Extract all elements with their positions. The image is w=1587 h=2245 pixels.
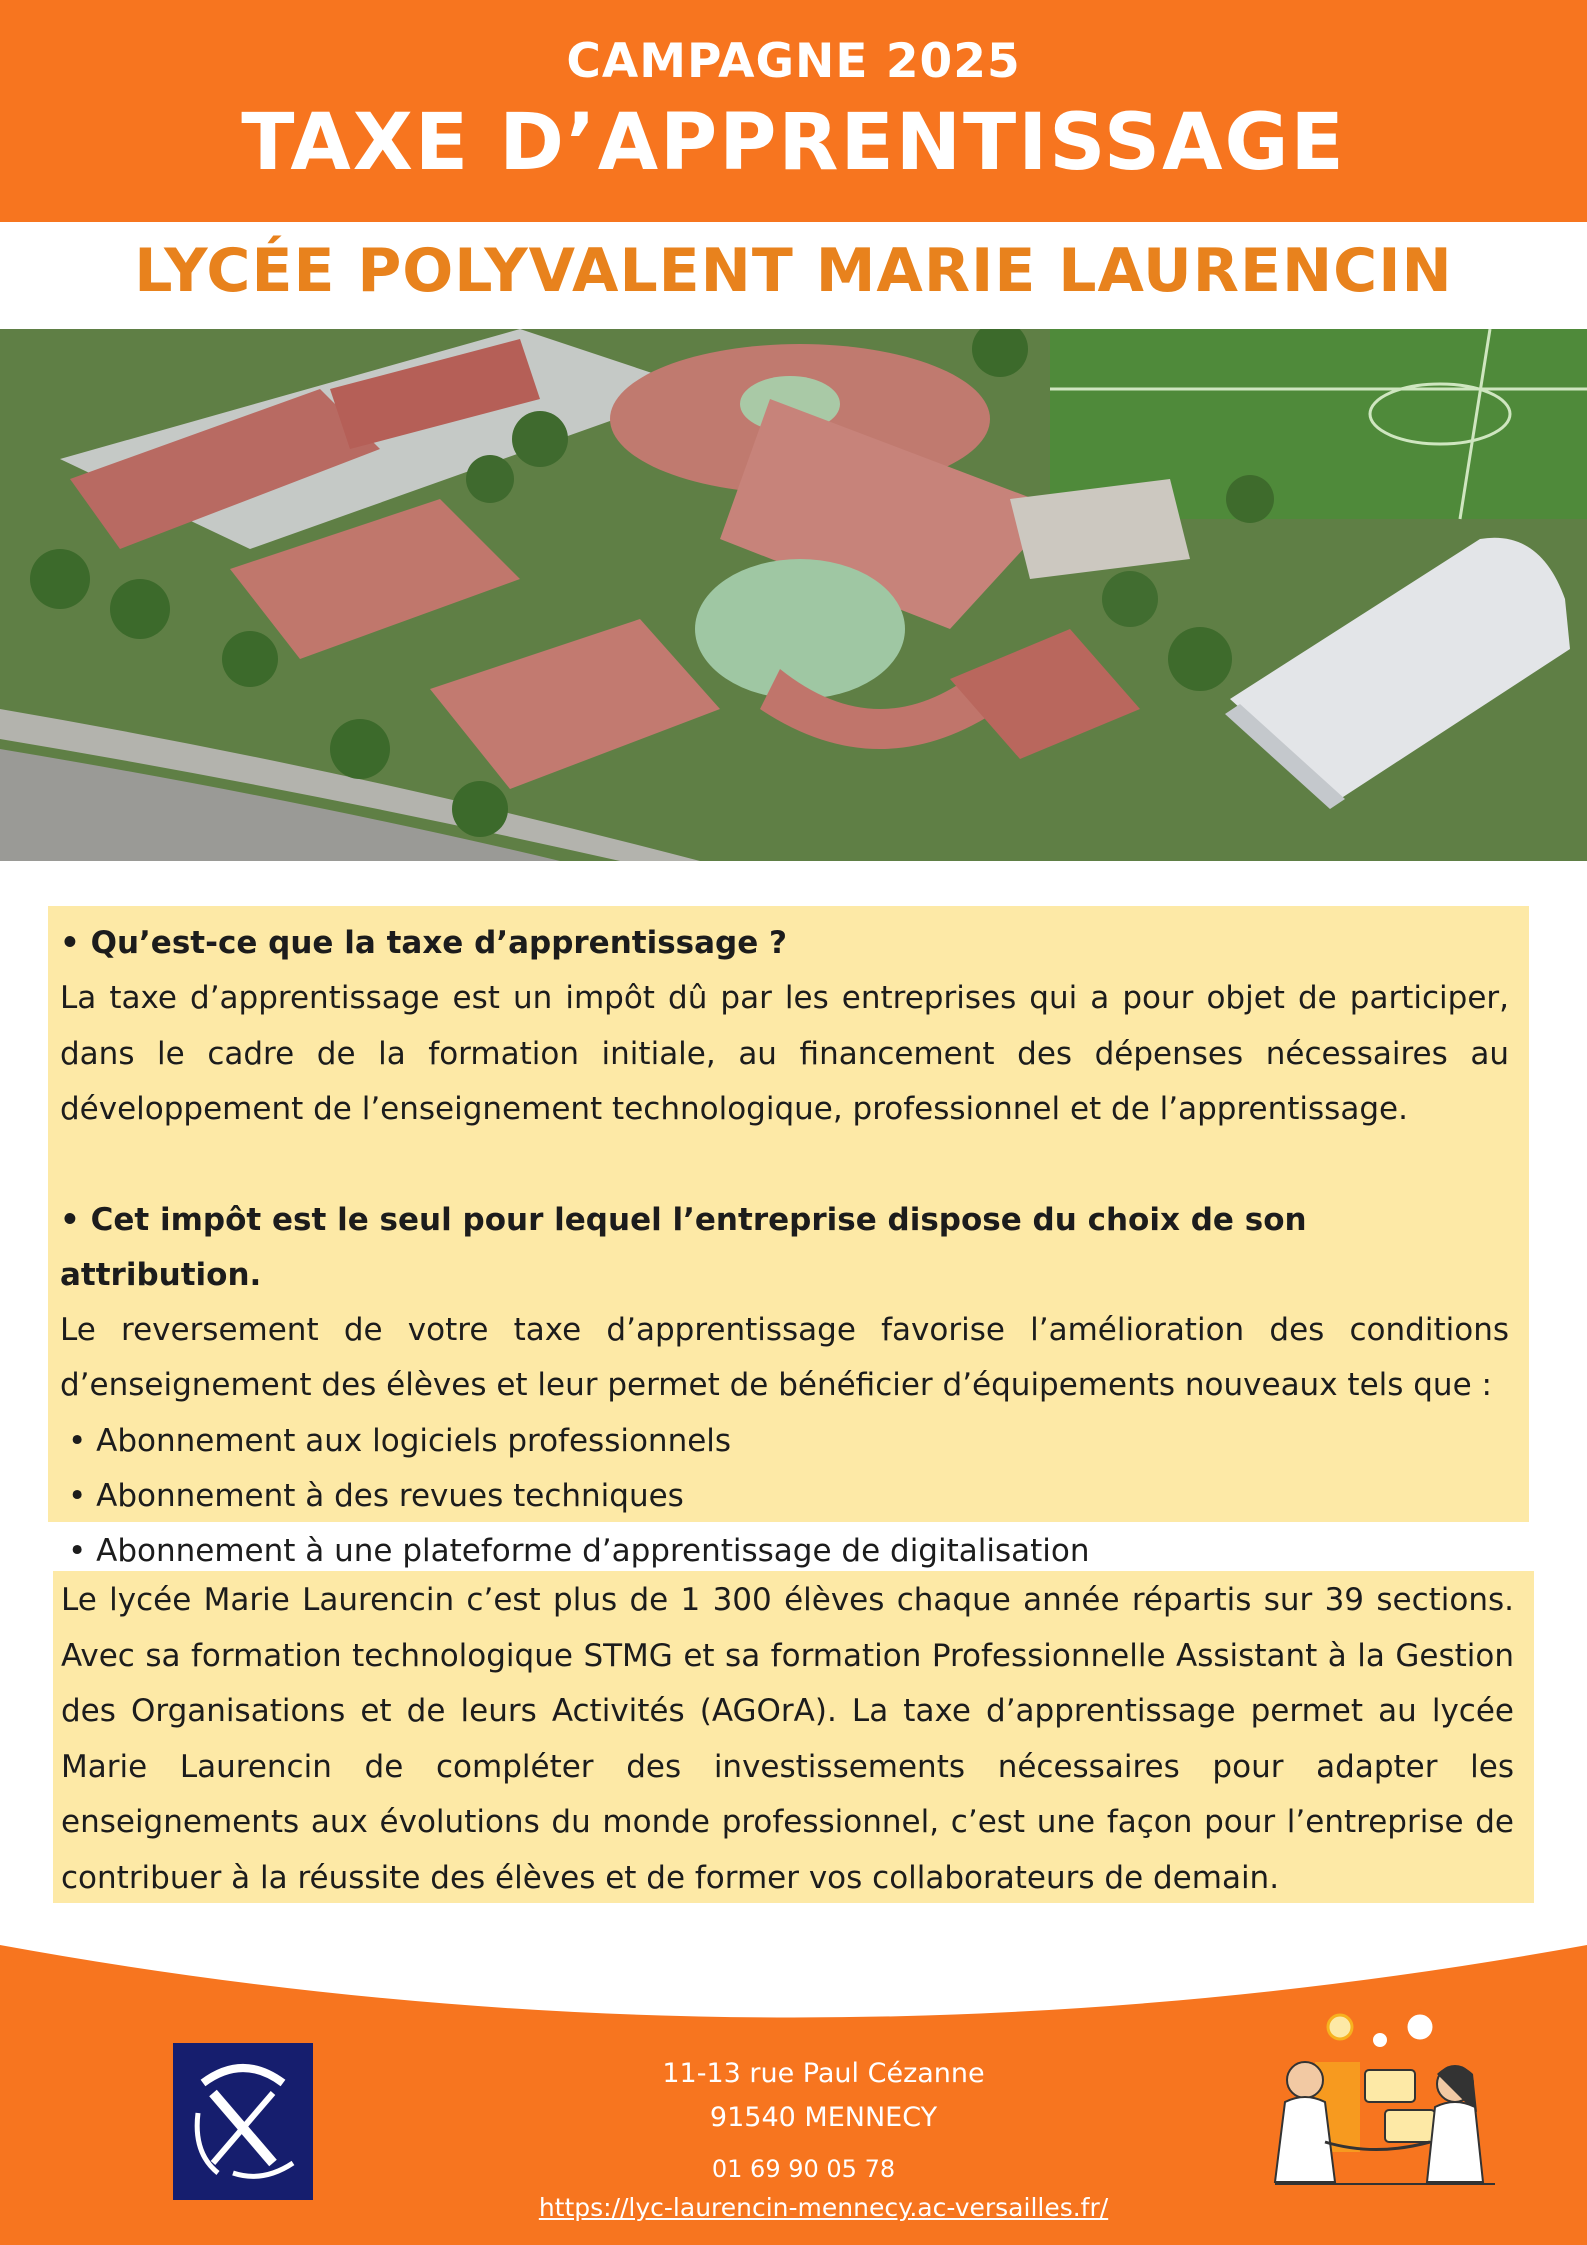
list-item: • Abonnement aux logiciels professionnels — [68, 1422, 732, 1459]
question-heading: • Qu’est-ce que la taxe d’apprentissage ? — [60, 925, 788, 961]
header-banner — [0, 0, 1587, 222]
attribution-text: Le reversement de votre taxe d’apprentissage favorise l’amélioration des conditions d’enseignement des élèves et leur permet de bénéficier d’équipements nouveaux tels que : — [60, 1311, 1509, 1403]
campaign-title: CAMPAGNE 2025 — [566, 34, 1021, 89]
collaboration-illustration-icon — [1255, 2002, 1515, 2227]
school-aerial-photo — [0, 329, 1587, 861]
website-link[interactable]: https://lyc-laurencin-mennecy.ac-versailles.fr/ — [538, 2193, 1109, 2222]
info-box-tax — [48, 906, 1529, 1569]
tax-definition: La taxe d’apprentissage est un impôt dû par les entreprises qui a pour objet de participer, dans le cadre de la formation initiale, au financement des dépenses nécessaires au développement de l’enseignement technologique, professionnel et de l’apprentissage. — [60, 980, 1509, 1127]
list-item: • Abonnement à une plateforme d’apprentissage de digitalisation — [68, 1532, 1090, 1569]
main-title: TAXE D’APPRENTISSAGE — [241, 98, 1346, 188]
attribution-heading: • Cet impôt est le seul pour lequel l’entreprise dispose du choix de son attribution. — [60, 1201, 1307, 1293]
list-item: • Abonnement à des revues techniques — [68, 1477, 684, 1514]
phone-number: 01 69 90 05 78 — [711, 2155, 896, 2183]
address-city: 91540 MENNECY — [709, 2102, 938, 2133]
address-street: 11-13 rue Paul Cézanne — [662, 2058, 985, 2089]
school-name: LYCÉE POLYVALENT MARIE LAURENCIN — [134, 236, 1453, 306]
school-description: Le lycée Marie Laurencin c’est plus de 1 300 élèves chaque année répartis sur 39 sections. Avec sa formation technologique STMG et sa formation Professionnelle Assistant à la Gestion des Organisations et de leurs Activités (AGOrA). La taxe d’apprentissage permet au lycée Marie Laurencin de compléter des investissements nécessaires pour adapter les enseignements aux évolutions du monde professionnel, c’est une façon pour l’entreprise de contribuer à la réussite des élèves et de former vos collaborateurs de demain. — [61, 1582, 1514, 1896]
info-box-school — [53, 1571, 1534, 1903]
